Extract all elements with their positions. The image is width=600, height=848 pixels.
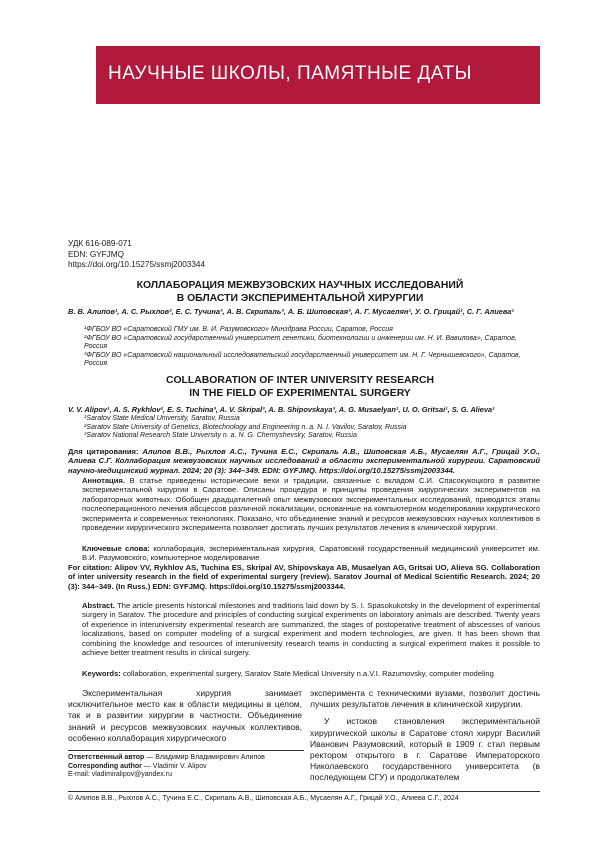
citation-en (68, 563, 540, 591)
copyright: © Алипов В.В., Рыхлов А.С., Тучина Е.С., Скрипаль А.В., Шиповская А.Б., Мусаелян А.Г., Грицай У.О., Алиева С.Г., 2024 (68, 795, 459, 802)
corresponding-en-name: — Vladimir V. Alipov (141, 762, 207, 770)
body-right-column (310, 688, 540, 784)
citation-en-label: For citation: (68, 563, 113, 572)
affiliation-en-2: ²Saratov State University of Genetics, Biotechnology and Engineering n. a. N. I. Vavilov, Saratov, Russia (84, 423, 407, 431)
citation-ru (68, 447, 540, 475)
body-paragraph: У истоков становления экспериментальной хирургической школы в Саратове стоял хирург Василий Иванович Разумовский, который в 1909 г. стал первым ректором открытого в г. Саратове Императорского Николаевского государственного университета (в последующем СГУ) и продолжателем (310, 716, 540, 783)
abstract-ru-label: Аннотация. (82, 476, 125, 485)
title-en-line1: COLLABORATION OF INTER UNIVERSITY RESEARCH (165, 375, 435, 386)
corresponding-ru-name: — Владимир Владимирович Алипов (144, 754, 265, 761)
abstract-en-label: Abstract. (82, 601, 115, 610)
title-ru-line2: В ОБЛАСТИ ЭКСПЕРИМЕНТАЛЬНОЙ ХИРУРГИИ (176, 292, 424, 304)
citation-ru-text: Алипов В.В., Рыхлов А.С., Тучина Е.С., Скрипаль А.В., Шиповская А.Б., Мусаелян А.Г., Грицай У.О., Алиева С.Г. Коллаборация межвузовских научных исследований в области экспериментальной хирургии. Саратовский научно-медицинский журнал. 2024; 20 (3): 344–349. EDN: GYFJMQ. https://doi.org/10.15275/ssmj2003344. (68, 447, 540, 475)
section-banner (96, 46, 540, 104)
keywords-en-text: collaboration, experimental surgery, Saratov State Medical University n.a.V.I. Razumovsky, computer modeling (122, 669, 494, 678)
authors-ru: В. В. Алипов¹, А. С. Рыхлов², Е. С. Тучина³, А. В. Скрипаль³, А. Б. Шиповская³, А. Г. Мусаелян¹, У. О. Грицай¹, С. Г. Алиева¹ (68, 307, 514, 316)
keywords-en (68, 669, 540, 678)
abstract-ru-text: В статье приведены исторические вехи и традиции, связанные с вкладом С.И. Спасокукоцкого в развитие экспериментальной хирургии в Саратове. Описаны процедура и принципы проведения хирургических экспериментов на лабораторных животных. Обобщен двадцатилетний опыт межвузовских экспериментальных исследований, приводятся этапы послеоперационного лечения абсцессов различной локализации, основанные на компьютерном моделировании хирургического эксперимента и современных технологиях. Показано, что объединение знаний и ресурсов межвузовских научных коллективов в проведении хирургического эксперимента позволяет достигать лучших результатов лечения в клинической хирургии. (82, 476, 540, 533)
corresponding-ru-label: Ответственный автор (68, 754, 145, 761)
affiliations-en (84, 415, 540, 441)
citation-en-text: Alipov VV, Rykhlov AS, Tuchina ES, Skripal AV, Shipovskaya AB, Musaelyan AG, Gritsai UO, Alieva SG. Collaboration of inter university research in the field of experimental surgery (review). Saratov Journal of Medical Scientific Research. 2024; 20 (3): 344–349. (In Russ.) EDN: GYFJMQ. https://doi.org/10.15275/ssmj2003344. (68, 563, 541, 591)
affiliation-ru-3: ³ФГБОУ ВО «Саратовский национальный исследовательский государственный университет им. Н. Г. Чернышевского», Саратов, Россия (84, 351, 521, 368)
keywords-en-label: Keywords: (82, 669, 121, 678)
body-paragraph: эксперимента с техническими вузами, позволит достичь лучших результатов лечения в клинической хирургии. (310, 688, 540, 710)
corresponding-email[interactable]: E-mail: vladimiralipov@yandex.ru (68, 771, 172, 779)
footnote-divider (68, 750, 304, 751)
title-ru (60, 280, 540, 305)
abstract-en (68, 601, 540, 657)
title-ru-line1: КОЛЛАБОРАЦИЯ МЕЖВУЗОВСКИХ НАУЧНЫХ ИССЛЕДОВАНИЙ (136, 280, 464, 291)
affiliation-en-3: ³Saratov National Research State University n. a. N. G. Chernyshevsky, Saratov, Russia (84, 432, 357, 440)
doi-link[interactable]: https://doi.org/10.15275/ssmj2003344 (68, 260, 206, 269)
keywords-ru-text: коллаборация, экспериментальная хирургия, Саратовский государственный медицинский университет им. В.И. Разумовского, компьютерное моделирование (82, 544, 540, 563)
keywords-ru-label: Ключевые слова: (82, 544, 150, 553)
affiliation-ru-2: ²ФГБОУ ВО «Саратовский государственный университет генетики, биотехнологии и инженерии им. Н. И. Вавилова», Саратов, Россия (84, 334, 517, 351)
section-title: НАУЧНЫЕ ШКОЛЫ, ПАМЯТНЫЕ ДАТЫ (108, 63, 472, 84)
corresponding-author (68, 754, 265, 780)
citation-ru-label: Для цитирования: (68, 447, 139, 456)
affiliation-en-1: ¹Saratov State Medical University, Saratov, Russia (84, 415, 240, 422)
title-en-line2: IN THE FIELD OF EXPERIMENTAL SURGERY (189, 387, 411, 399)
title-en (60, 375, 540, 400)
abstract-en-text: The article presents historical milestones and traditions laid down by S. I. Spasokukotsky in the development of experimental surgery in Saratov. The procedure and principles of conducting surgical experiments on laboratory animals are described. Twenty years of experience in interuniversity experimental research are summarized, the stages of postoperative treatment of abscesses of various localizations, based on computer modeling of a surgical experiment and modern technologies, are given. It has been shown that combining the knowledge and resources of interuniversity research teams in conducting a surgical experiment makes it possible to achieve better treatment results in clinical surgery. (82, 601, 540, 658)
authors-en: V. V. Alipov¹, A. S. Rykhlov², E. S. Tuchina³, A. V. Skripal³, A. B. Shipovskaya³, A. G. Musaelyan¹, U. O. Gritsai¹, S. G. Alieva¹ (68, 405, 495, 414)
udk: УДК 616-089-071 (68, 239, 132, 248)
corresponding-en-label: Corresponding author (68, 762, 142, 770)
edn: EDN: GYFJMQ (68, 249, 124, 259)
body-paragraph: Экспериментальная хирургия занимает исключительное место как в области медицины в целом, так и в развитии хирургии в частности. Объединение знаний и ресурсов межвузовских научных коллективов, особенно коллаборация хирургического (68, 688, 302, 743)
footer-divider (68, 791, 540, 792)
body-left-column (68, 688, 302, 744)
affiliations-ru (84, 326, 540, 369)
abstract-ru (68, 476, 540, 532)
keywords-ru (68, 544, 540, 563)
affiliation-ru-1: ¹ФГБОУ ВО «Саратовский ГМУ им. В. И. Разумовского» Минздрава России, Саратов, Россия (84, 326, 393, 333)
article-meta (68, 239, 205, 271)
